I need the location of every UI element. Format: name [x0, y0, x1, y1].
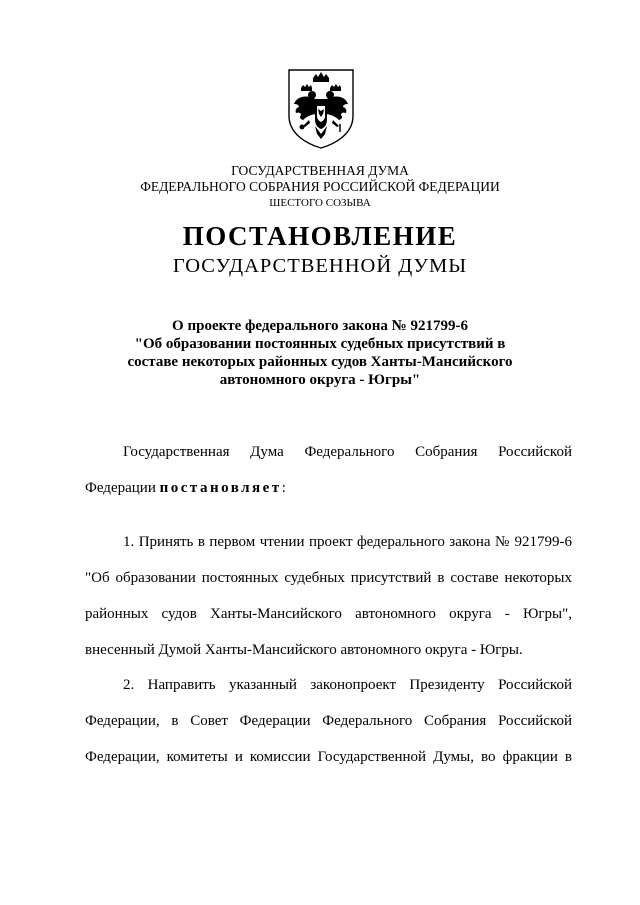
subject-line: "Об образовании постоянных судебных присутствий в	[134, 336, 506, 352]
paragraph-1-line: внесенный Думой Ханты-Мансийского автономного округа - Югры.	[85, 642, 523, 658]
document-subtitle: ГОСУДАРСТВЕННОЙ ДУМЫ	[172, 255, 468, 277]
document-title: ПОСТАНОВЛЕНИЕ	[182, 221, 458, 251]
paragraph-2-line: Федерации, в Совет Федерации Федерального Собрания Российской	[85, 713, 572, 729]
resolves-word: постановляет	[159, 480, 282, 496]
paragraph-2-line: 2. Направить указанный законопроект Президенту Российской	[123, 677, 572, 693]
paragraph-1-line: "Об образовании постоянных судебных присутствий в составе некоторых	[85, 570, 572, 586]
paragraph-1-line: районных судов Ханты-Мансийского автономного округа - Югры",	[85, 606, 572, 622]
subject-line: составе некоторых районных судов Ханты-Мансийского	[127, 354, 513, 370]
paragraph-2-line: Федерации, комитеты и комиссии Государственной Думы, во фракции в	[85, 749, 572, 765]
subject-line: автономного округа - Югры"	[219, 372, 421, 388]
coat-of-arms-icon	[287, 68, 355, 150]
header-line-convocation: ШЕСТОГО СОЗЫВА	[269, 197, 371, 209]
document-subject	[120, 317, 520, 389]
intro-line-resolves	[85, 478, 572, 498]
intro-line: Государственная Дума Федерального Собрания Российской	[123, 444, 572, 460]
intro-prefix: Федерации	[85, 480, 160, 496]
intro-suffix: :	[281, 480, 286, 496]
header-line-assembly: ФЕДЕРАЛЬНОГО СОБРАНИЯ РОССИЙСКОЙ ФЕДЕРАЦИИ	[140, 179, 500, 194]
header-line-duma: ГОСУДАРСТВЕННАЯ ДУМА	[231, 163, 409, 178]
subject-line: О проекте федерального закона № 921799-6	[172, 318, 468, 334]
paragraph-1-line: 1. Принять в первом чтении проект федерального закона № 921799-6	[123, 534, 572, 550]
